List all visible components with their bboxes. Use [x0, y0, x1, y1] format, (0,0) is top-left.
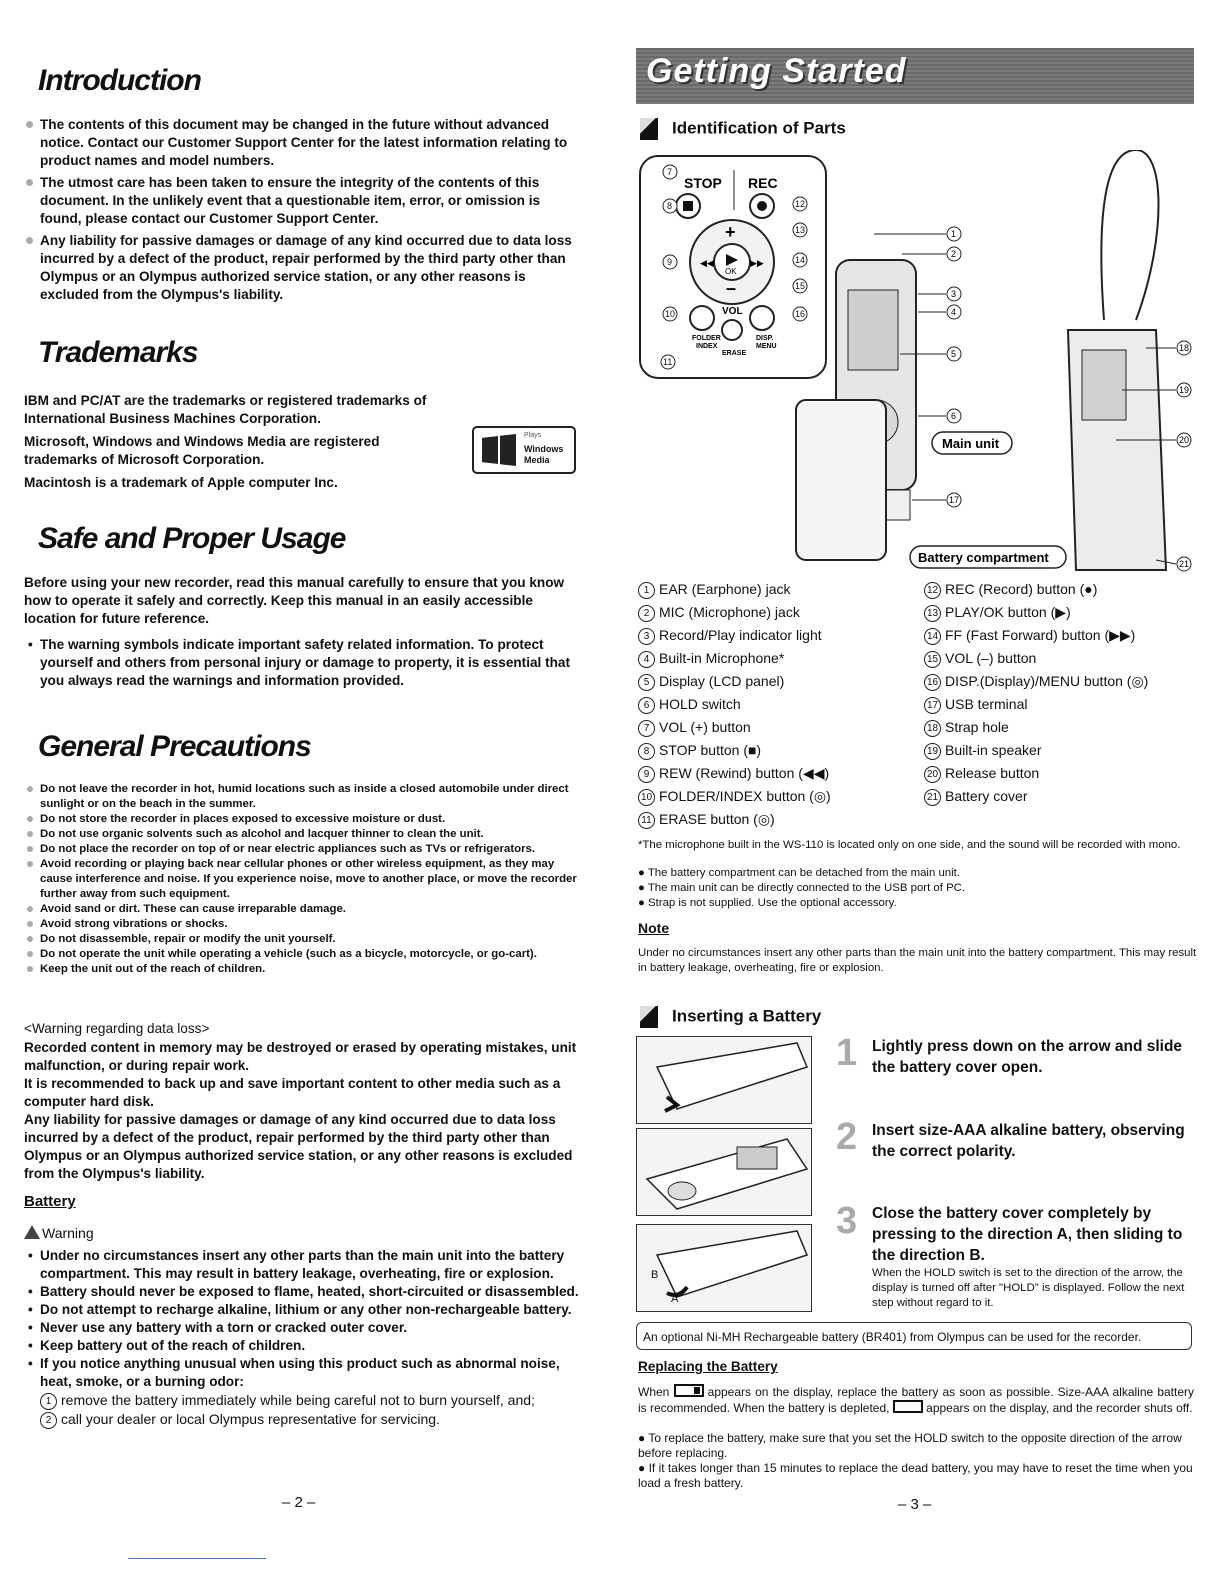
- main-unit-label: Main unit: [942, 436, 1000, 451]
- intro-title: Introduction: [38, 64, 201, 97]
- page-number-right: – 3 –: [898, 1496, 932, 1513]
- note-text: Under no circumstances insert any other parts than the main unit into the battery compartment. This may result in battery leakage, overheating, fire or explosion.: [638, 947, 1197, 974]
- svg-text:4: 4: [951, 307, 957, 317]
- heading-marker-icon: [640, 1006, 658, 1028]
- svg-text:3: 3: [951, 289, 957, 299]
- step2-image: [636, 1128, 812, 1216]
- svg-text:5: 5: [951, 349, 957, 359]
- page-number-left: – 2 –: [282, 1494, 316, 1511]
- step2-text: Insert size-AAA alkaline battery, observing the correct polarity.: [872, 1122, 1185, 1160]
- replacing-text: When appears on the display, replace the battery as soon as possible. Size-AAA alkaline battery is recommended. When the battery is depleted, appears on the display, and the recorder shuts off.: [638, 1385, 1195, 1415]
- svg-text:DISP.: DISP.: [756, 335, 774, 342]
- svg-text:7: 7: [667, 167, 673, 177]
- stop-label: STOP: [684, 175, 722, 191]
- step-number: 1: [836, 1032, 858, 1074]
- replacing-bullets: ● To replace the battery, make sure that you set the HOLD switch to the opposite direction of the arrow before replacing. ● If it takes longer than 15 minutes to replace the dead battery, you may have to reset the time when you load a fresh battery.: [638, 1431, 1193, 1490]
- svg-text:20: 20: [1179, 435, 1190, 445]
- trademarks-text: IBM and PC/AT are the trademarks or registered trademarks of International Business Machines Corporation. Microsoft, Windows and Windows Media are registered trademarks of Microsoft Corporation. Macintosh is a trademark of Apple computer Inc.: [24, 393, 427, 490]
- svg-text:1: 1: [951, 229, 957, 239]
- svg-text:8: 8: [667, 201, 673, 211]
- svg-text:18: 18: [1179, 343, 1190, 353]
- step-number: 3: [836, 1200, 858, 1242]
- battery-empty-icon: [893, 1400, 923, 1413]
- heading-marker-icon: [640, 118, 658, 140]
- svg-text:2: 2: [951, 249, 957, 259]
- svg-text:◀◀: ◀◀: [700, 258, 714, 268]
- safe-title: Safe and Proper Usage: [38, 522, 346, 555]
- svg-text:+: +: [725, 222, 736, 242]
- svg-text:21: 21: [1179, 559, 1190, 569]
- precautions-title: General Precautions: [38, 730, 311, 763]
- svg-text:OK: OK: [725, 267, 737, 276]
- rec-label: REC: [748, 175, 778, 191]
- ident-heading: Identification of Parts: [640, 118, 846, 140]
- intro-bullets: [24, 116, 579, 308]
- battery-list: • Under no circumstances insert any other parts than the main unit into the battery compartment. This may result in battery leakage, overheating, fire or explosion. • Battery should never be exposed to flame, heated, short-circuited or disassembled. • Do not attempt to recharge alkaline, lithium or any other non-rechargeable battery. • Never use any battery with a torn or cracked outer cover. • Keep battery out of the reach of children. • If you notice anything unusual when using this product such as abnormal noise, heat, smoke, or a burning odor: 1 remove the battery immediately while being careful not to burn yourself, and; 2 call your dealer or local Olympus representative for servicing.: [28, 1248, 579, 1427]
- svg-text:10: 10: [665, 309, 676, 319]
- replacing-heading: Replacing the Battery: [638, 1359, 778, 1374]
- getting-started-banner: Getting Started: [636, 48, 1194, 104]
- list-item: The utmost care has been taken to ensure the integrity of the contents of this document. In the unlikely event that a questionable item, error, or omission is found, please contact our Customer Support Center.: [24, 174, 579, 228]
- svg-text:12: 12: [795, 199, 806, 209]
- parts-list-left: 1 EAR (Earphone) jack 2 MIC (Microphone) jack 3 Record/Play indicator light 4 Built-in Microphone* 5 Display (LCD panel) 6 HOLD switch 7 VOL (+) button 8 STOP button (■) 9 REW (Rewind) button (◀◀) 10 FOLDER/INDEX button (◎) 11 ERASE button (◎): [638, 578, 831, 831]
- svg-text:16: 16: [795, 309, 806, 319]
- svg-text:15: 15: [795, 281, 806, 291]
- svg-text:VOL: VOL: [722, 306, 743, 317]
- windows-media-logo: Plays Windows Media: [472, 426, 576, 474]
- svg-text:13: 13: [795, 225, 806, 235]
- step3-note: When the HOLD switch is set to the direction of the arrow, the display is turned off after "HOLD" is displayed. Follow the next step without regard to it.: [872, 1267, 1185, 1309]
- label-a: A: [671, 1293, 679, 1305]
- optional-battery-box: An optional Ni-MH Rechargeable battery (BR401) from Olympus can be used for the recorder.: [636, 1322, 1192, 1350]
- step-number: 2: [836, 1116, 858, 1158]
- step1-image: [636, 1036, 812, 1124]
- svg-text:ERASE: ERASE: [722, 350, 747, 357]
- trademarks-title: Trademarks: [38, 336, 198, 369]
- precautions-list: Do not leave the recorder in hot, humid locations such as inside a closed automobile under direct sunlight or on the beach in the summer. Do not store the recorder in places exposed to excessive moisture or dust. Do not use organic solvents such as alcohol and lacquer thinner to clean the unit. Do not place the recorder on top of or near electric appliances such as TVs or refrigerators. Avoid recording or playing back near cellular phones or other wireless equipment, as they may cause interference and noise. If you experience noise, move to another place, or move the recorder further away from such equipment. Avoid sand or dirt. These can cause irreparable damage. Avoid strong vibrations or shocks. Do not disassemble, repair or modify the unit yourself. Do not operate the unit while operating a vehicle (such as a bicycle, motorcycle, or go-cart). Keep the unit out of the reach of children.: [24, 782, 579, 977]
- svg-text:▶▶: ▶▶: [750, 258, 764, 268]
- dataloss-text: Recorded content in memory may be destroyed or erased by operating mistakes, unit malfunction, or during repair work. It is recommended to back up and save important content to other media such as a computer hard disk. Any liability for passive damages or damage of any kind occurred due to data loss incurred by a defect of the product, repair performed by the third party other than Olympus or an Olympus authorized service station, or any other reasons is excluded from the Olympus's liability.: [24, 1040, 577, 1181]
- battery-low-icon: [674, 1384, 704, 1397]
- dataloss-heading: <Warning regarding data loss>: [24, 1021, 210, 1036]
- note-heading: Note: [638, 920, 670, 936]
- parts-diagram: [636, 150, 1196, 575]
- battery-heading: Battery: [24, 1193, 76, 1210]
- step3-text: Close the battery cover completely by pressing to the direction A, then sliding to the direction B.: [872, 1205, 1183, 1264]
- svg-text:19: 19: [1179, 385, 1190, 395]
- warning-icon: [24, 1225, 40, 1239]
- safe-bullet: • The warning symbols indicate important safety related information. To protect yourself and others from personal injury or damage to property, it is essential that you always read the warnings and information provided.: [28, 637, 571, 688]
- svg-text:FOLDER: FOLDER: [692, 335, 721, 342]
- windows-flag-icon: [482, 434, 516, 466]
- svg-text:INDEX: INDEX: [696, 343, 718, 350]
- list-item: The contents of this document may be changed in the future without advanced notice. Contact our Customer Support Center for the latest information relating to product names and model numbers.: [24, 116, 579, 170]
- insert-heading: Inserting a Battery: [640, 1006, 821, 1028]
- svg-text:17: 17: [949, 495, 960, 505]
- step1-text: Lightly press down on the arrow and slide the battery cover open.: [872, 1038, 1183, 1076]
- svg-text:–: –: [726, 278, 737, 298]
- svg-text:11: 11: [663, 357, 673, 367]
- safe-para: Before using your new recorder, read this manual carefully to ensure that you know how to operate it safely and correctly. Keep this manual in an easily accessible location for future reference.: [24, 575, 565, 626]
- step3-image: [636, 1224, 812, 1312]
- svg-text:6: 6: [951, 411, 957, 421]
- list-item: Any liability for passive damages or damage of any kind occurred due to data loss incurred by a defect of the product, repair performed by the third party other than Olympus or an Olympus authorized service station, or any other reasons is excluded from the Olympus's liability.: [24, 232, 579, 304]
- battery-compartment-label: Battery compartment: [918, 550, 1049, 565]
- ident-bullets: ● The battery compartment can be detached from the main unit. ● The main unit can be directly connected to the USB port of PC. ● Strap is not supplied. Use the optional accessory.: [638, 867, 966, 909]
- battery-warning: Warning: [24, 1224, 579, 1242]
- parts-list-right: 12 REC (Record) button (●) 13 PLAY/OK button (▶) 14 FF (Fast Forward) button (▶▶) 15 VOL (–) button 16 DISP.(Display)/MENU button (◎) 17 USB terminal 18 Strap hole 19 Built-in speaker 20 Release button 21 Battery cover: [924, 578, 1148, 808]
- label-b: B: [651, 1269, 659, 1281]
- svg-text:14: 14: [795, 255, 806, 265]
- svg-text:9: 9: [667, 257, 673, 267]
- bottom-rule: [128, 1558, 266, 1559]
- ident-footnote: *The microphone built in the WS-110 is located only on one side, and the sound will be recorded with mono.: [638, 839, 1181, 851]
- svg-text:MENU: MENU: [756, 343, 777, 350]
